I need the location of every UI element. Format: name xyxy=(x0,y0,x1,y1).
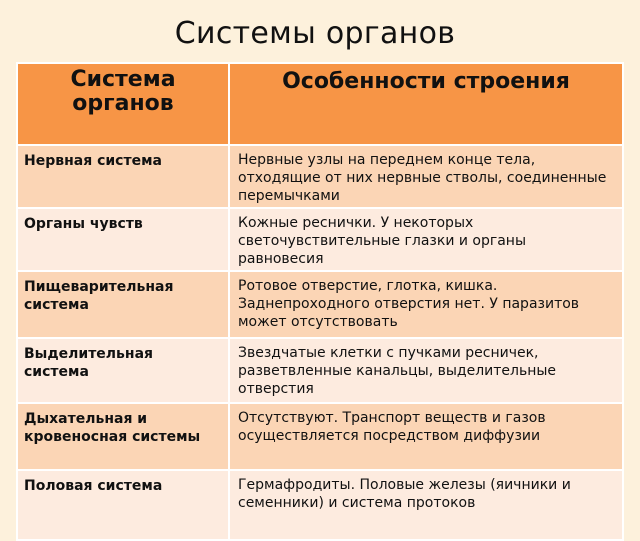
table-row xyxy=(17,208,623,271)
organ-systems-table xyxy=(16,62,624,541)
table-header-row xyxy=(17,63,623,145)
column-header-system: Система органов xyxy=(17,63,229,145)
system-name-cell: Органы чувств xyxy=(17,208,229,271)
table-row xyxy=(17,338,623,403)
system-name-cell: Нервная система xyxy=(17,145,229,208)
features-cell: Ротовое отверстие, глотка, кишка. Заднепроходного отверстия нет. У паразитов может отсутствовать xyxy=(229,271,623,338)
system-name-cell: Дыхательная и кровеносная системы xyxy=(17,403,229,470)
features-cell: Кожные реснички. У некоторых светочувствительные глазки и органы равновесия xyxy=(229,208,623,271)
features-cell: Гермафродиты. Половые железы (яичники и семенники) и система протоков xyxy=(229,470,623,540)
system-name-cell: Пищеварительная система xyxy=(17,271,229,338)
column-header-features: Особенности строения xyxy=(229,63,623,145)
features-cell: Отсутствуют. Транспорт веществ и газов осуществляется посредством диффузии xyxy=(229,403,623,470)
system-name-cell: Половая система xyxy=(17,470,229,540)
table-row xyxy=(17,271,623,338)
table-row xyxy=(17,145,623,208)
features-cell: Звездчатые клетки с пучками ресничек, разветвленные канальцы, выделительные отверстия xyxy=(229,338,623,403)
table-row xyxy=(17,403,623,470)
features-cell: Нервные узлы на переднем конце тела, отходящие от них нервные стволы, соединенные перемычками xyxy=(229,145,623,208)
page-title: Системы органов xyxy=(174,16,456,51)
system-name-cell: Выделительная система xyxy=(17,338,229,403)
organ-systems-table-container xyxy=(16,62,624,511)
table-row xyxy=(17,470,623,540)
